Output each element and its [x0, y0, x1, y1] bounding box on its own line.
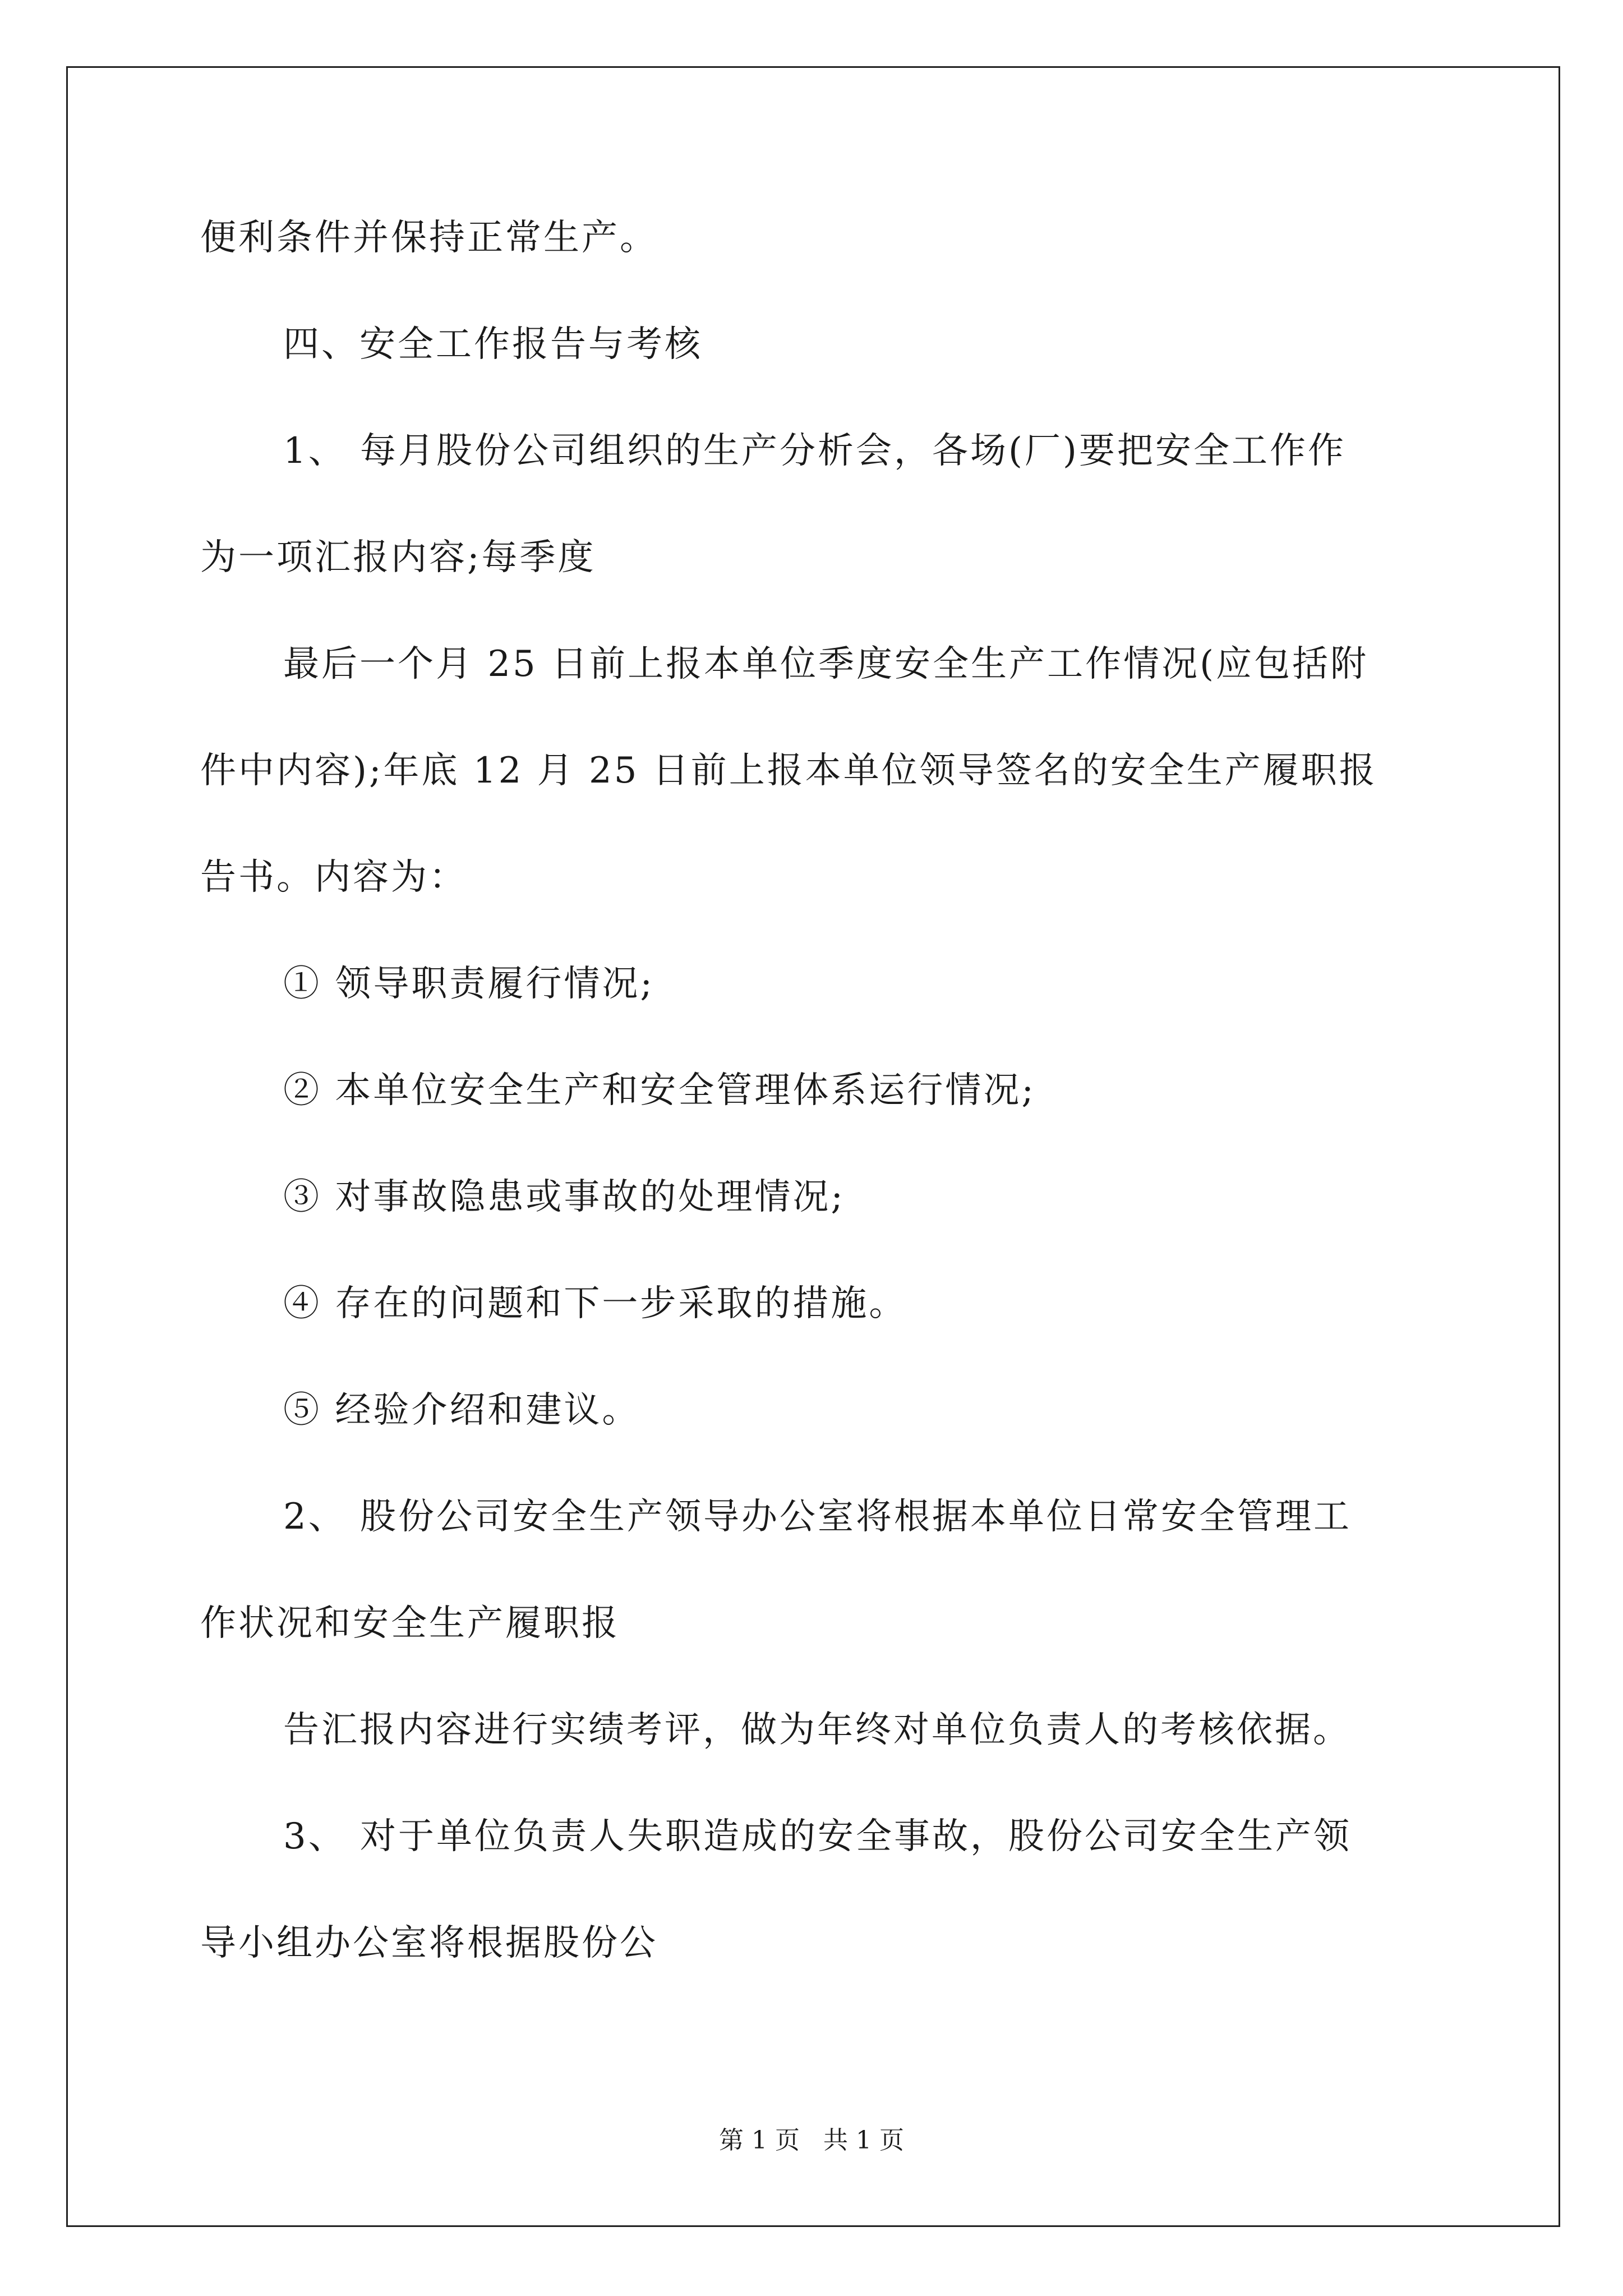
body-line: 导小组办公室将根据股份公: [200, 1922, 658, 1964]
body-line: 便利条件并保持正常生产。: [200, 217, 658, 259]
body-line: 3、 对于单位负责人失职造成的安全事故，股份公司安全生产领: [283, 1816, 1352, 1857]
list-item: ③ 对事故隐患或事故的处理情况;: [283, 1176, 845, 1218]
body-line: 告书。内容为：: [200, 857, 467, 898]
body-line: 最后一个月 25 日前上报本单位季度安全生产工作情况(应包括附: [283, 643, 1369, 685]
list-item: ② 本单位安全生产和安全管理体系运行情况;: [283, 1070, 1036, 1111]
body-line: 告汇报内容进行实绩考评，做为年终对单位负责人的考核依据。: [283, 1709, 1351, 1751]
body-line: 作状况和安全生产履职报: [200, 1603, 620, 1644]
section-heading: 四、安全工作报告与考核: [283, 324, 703, 365]
body-line: 件中内容);年底 12 月 25 日前上报本单位领导签名的安全生产履职报: [200, 750, 1377, 792]
body-line: 为一项汇报内容;每季度: [200, 537, 596, 578]
body-line: 1、 每月股份公司组织的生产分析会，各场(厂)要把安全工作作: [283, 430, 1346, 472]
page-border: [66, 66, 1560, 2227]
list-item: ④ 存在的问题和下一步采取的措施。: [283, 1283, 907, 1324]
list-item: ⑤ 经验介绍和建议。: [283, 1389, 640, 1431]
body-line: 2、 股份公司安全生产领导办公室将根据本单位日常安全管理工: [283, 1496, 1352, 1538]
list-item: ① 领导职责履行情况;: [283, 963, 654, 1005]
page-number-footer: 第 1 页 共 1 页: [719, 2126, 904, 2155]
